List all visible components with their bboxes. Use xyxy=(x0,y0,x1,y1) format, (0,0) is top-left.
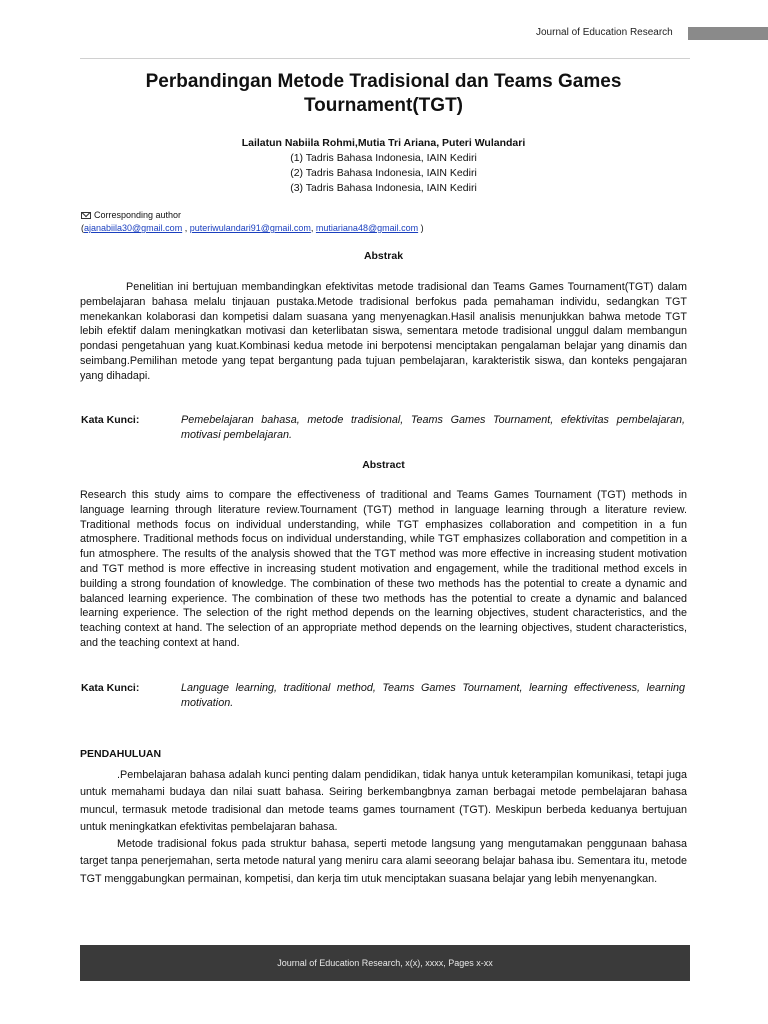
paren-open: ( xyxy=(81,223,84,233)
corresponding-label: Corresponding author xyxy=(94,210,182,220)
email-list xyxy=(81,223,424,233)
page-footer xyxy=(80,945,690,981)
email-link-2[interactable]: puteriwulandari91@gmail.com xyxy=(189,223,311,233)
paren-close: ) xyxy=(418,223,424,233)
header-divider xyxy=(80,58,690,59)
author-list: Lailatun Nabiila Rohmi,Mutia Tri Ariana, Puteri Wulandari xyxy=(241,137,526,149)
corresponding-author xyxy=(81,210,181,220)
email-sep-2: , xyxy=(310,223,316,233)
affiliation-3: (3) Tadris Bahasa Indonesia, IAIN Kediri xyxy=(290,182,477,194)
pendahuluan-paragraph-2: Metode tradisional fokus pada struktur bahasa, seperti metode langsung yang mengutamakan penggunaan bahasa target tanpa penerjemahan, serta metode natural yang meniru cara alami seeorang belajar bahasa ibu. Sementara itu, metode TGT menggabungkan permainan, kompetisi, dan kerja tim utuk menciptakan suasana belajar yang lebih menyenangkan. xyxy=(80,838,687,885)
pendahuluan-paragraph-1: .Pembelajaran bahasa adalah kunci penting dalam pendidikan, tidak hanya untuk keterampilan komunikasi, tetapi juga untuk memahami budaya dan nilai suatt bahasa. Seiring berkembangbnya zaman berbagai metode pembelajaran bahasa muncul, termasuk metode tradisional dan metode teams games tournament (TGT). Meskipun berbeda keduanya bertujuan untuk meningkatkan efektivitas pembelajaran bahasa. xyxy=(80,769,687,833)
abstract-keywords: Language learning, traditional method, Teams Games Tournament, learning effectiveness, learning motivation. xyxy=(181,682,685,709)
abstract-heading: Abstract xyxy=(362,459,405,471)
email-link-1[interactable]: ajanabiila30@gmail.com xyxy=(84,223,183,233)
section-heading-pendahuluan: PENDAHULUAN xyxy=(80,748,162,760)
paper-title: Perbandingan Metode Tradisional dan Teams Games Tournament(TGT) xyxy=(145,71,622,116)
affiliation-2: (2) Tadris Bahasa Indonesia, IAIN Kediri xyxy=(290,167,477,179)
email-link-3[interactable]: mutiariana48@gmail.com xyxy=(315,223,419,233)
envelope-icon xyxy=(81,212,91,219)
abstrak-text: Penelitian ini bertujuan membandingkan efektivitas metode tradisional dan Teams Games Tournament(TGT) dalam pembelajaran bahasa melalu tinjauan pustaka.Metode tradisional berfokus pada pemahaman individu, sedangkan TGT menekankan kolaborasi dan kompetisi dalam suasana yang menyenagkan.Hasil analisis menunjukkan bahwa metode TGT lebih efektif dalam meningkatkan motivasi dan keterlibatan siswa, sementara metode tradisional unggul dalam membangun pondasi pengetahuan yang kuat.Kombinasi kedua metode ini berpotensi menciptakan pengalaman belajar yang dinamis dan seimbang.Pemilihan metode yang tepat bergantung pada tujuan pembelajaran, karakteristik siswa, dan konteks pengajaran yang dihadapi. xyxy=(80,281,687,382)
abstrak-heading: Abstrak xyxy=(363,250,404,262)
journal-name: Journal of Education Research xyxy=(536,27,673,38)
footer-citation: Journal of Education Research, x(x), xxxx, Pages x-xx xyxy=(277,958,493,968)
abstrak-keywords: Pemebelajaran bahasa, metode tradisional, Teams Games Tournament, efektivitas pembelajaran, motivasi pembelajaran. xyxy=(181,414,685,441)
email-sep-1: , xyxy=(182,223,190,233)
header-accent-bar xyxy=(688,27,768,40)
abstract-text: Research this study aims to compare the effectiveness of traditional and Teams Games Tournament (TGT) methods in language learning through literature review.Tournament (TGT) method in language learning through a literature review. Traditional methods focus on individual understanding, while TGT emphasizes collaboration and competition in a fun atmosphere. Traditional methods focus on individual understanding, while TGT emphasizes collaboration and competition in a fun atmosphere. The results of the analysis showed that the TGT method was more effective in increasing student motivation and TGT method is more effective in increasing student motivation and engagement, while the traditional method excels in building a strong foundation of knowledge. The combination of these two methods has the potential to create a dynamic and balanced learning experience. The combination of these two methods has the potential to create a dynamic and balanced learning experience. The selection of the right method depends on the learning objectives, student characteristics, and the teaching context at hand. The selection of an appropriate method depends on the learning objectives, student characteristics, and the teaching context at hand. xyxy=(80,489,687,649)
abstract-keywords-label: Kata Kunci: xyxy=(81,682,140,694)
abstrak-keywords-label: Kata Kunci: xyxy=(81,414,140,426)
affiliation-1: (1) Tadris Bahasa Indonesia, IAIN Kediri xyxy=(290,152,477,164)
